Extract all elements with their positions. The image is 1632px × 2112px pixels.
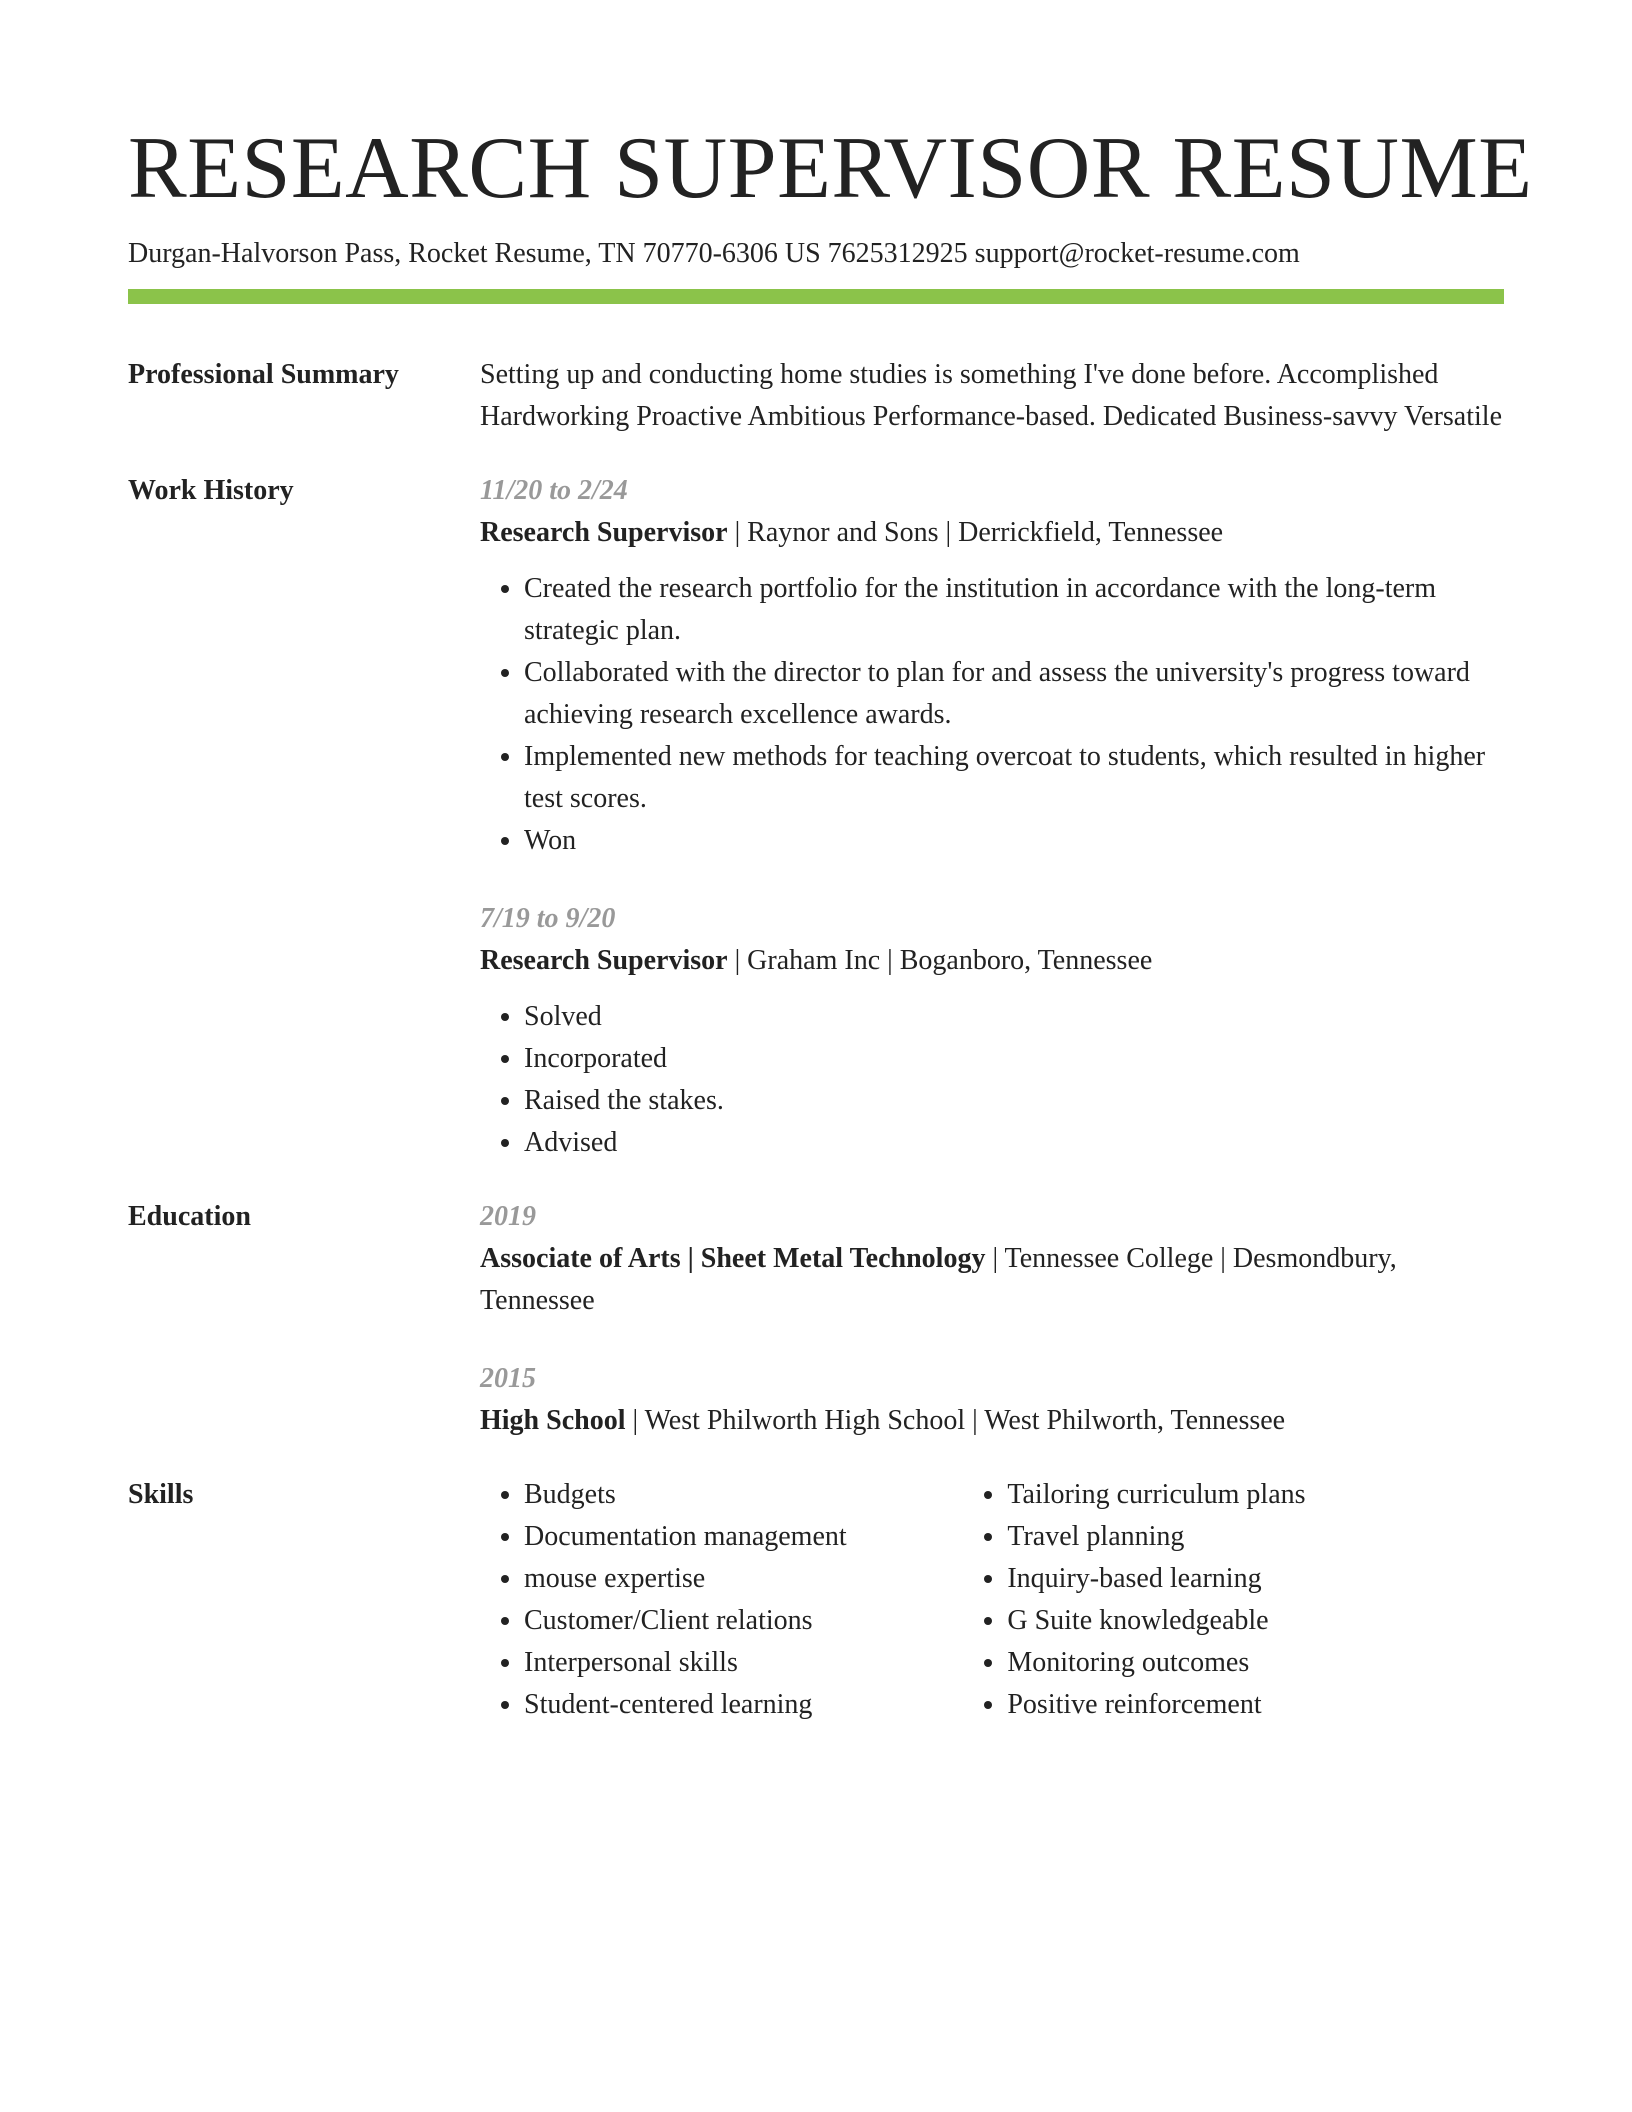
section-label-work: Work History (128, 475, 294, 506)
section-label-summary: Professional Summary (128, 359, 399, 390)
job-dates: 11/20 to 2/24 (480, 475, 628, 506)
skills-column-right (963, 1474, 1504, 1726)
section-label-skills: Skills (128, 1479, 194, 1510)
job-details: | Graham Inc | Boganboro, Tennessee (727, 945, 1153, 976)
job-entry (480, 898, 1504, 1164)
list-item: • Won (524, 820, 1504, 862)
work-entries (480, 470, 1504, 1164)
job-title: Research Supervisor (480, 945, 728, 976)
skill-item: • Budgets (524, 1474, 963, 1516)
education-entry (480, 1358, 1504, 1442)
job-bullets (480, 568, 1504, 862)
job-details: | Raynor and Sons | Derrickfield, Tennessee (727, 517, 1224, 548)
header-divider (128, 289, 1504, 304)
skills-grid (480, 1474, 1504, 1726)
section-label-education: Education (128, 1201, 251, 1232)
job-entry (480, 470, 1504, 862)
education-heading (480, 1400, 1504, 1442)
summary-text: Setting up and conducting home studies is something I've done before. Accomplished Hardworking Proactive Ambitious Performance-based. Dedicated Business-savvy Versatile (480, 359, 1502, 432)
list-item: • Solved (524, 996, 1504, 1038)
skill-item: • Tailoring curriculum plans (1007, 1474, 1504, 1516)
skill-item: • Travel planning (1007, 1516, 1504, 1558)
work-history-section (128, 470, 1504, 1164)
list-item: • Collaborated with the director to plan for and assess the university's progress toward achieving research excellence awards. (524, 652, 1504, 736)
resume-title: RESEARCH SUPERVISOR RESUME (128, 120, 1533, 217)
job-title: Research Supervisor (480, 517, 728, 548)
skill-item: • Monitoring outcomes (1007, 1642, 1504, 1684)
list-item: • Created the research portfolio for the institution in accordance with the long-term strategic plan. (524, 568, 1504, 652)
job-heading (480, 940, 1504, 982)
skill-item: • Customer/Client relations (524, 1600, 963, 1642)
list-item: • Incorporated (524, 1038, 1504, 1080)
education-year: 2015 (480, 1363, 536, 1394)
education-section (128, 1196, 1504, 1442)
education-heading (480, 1238, 1504, 1322)
list-item: • Raised the stakes. (524, 1080, 1504, 1122)
skill-item: • Interpersonal skills (524, 1642, 963, 1684)
list-item: • Implemented new methods for teaching overcoat to students, which resulted in higher test scores. (524, 736, 1504, 820)
education-degree: Associate of Arts | Sheet Metal Technology (480, 1243, 986, 1274)
skill-item: • Inquiry-based learning (1007, 1558, 1504, 1600)
contact-line: Durgan-Halvorson Pass, Rocket Resume, TN 70770-6306 US 7625312925 support@rocket-resume.com (128, 238, 1300, 269)
skill-item: • G Suite knowledgeable (1007, 1600, 1504, 1642)
education-entries (480, 1196, 1504, 1442)
education-details: | West Philworth High School | West Philworth, Tennessee (625, 1405, 1286, 1436)
skills-section (128, 1474, 1504, 1726)
skill-item: • mouse expertise (524, 1558, 963, 1600)
job-dates: 7/19 to 9/20 (480, 903, 616, 934)
education-year: 2019 (480, 1201, 536, 1232)
skills-column-left (480, 1474, 963, 1726)
job-heading (480, 512, 1504, 554)
list-item: • Advised (524, 1122, 1504, 1164)
summary-section (128, 354, 1504, 438)
skill-item: • Documentation management (524, 1516, 963, 1558)
education-details: | Tennessee College | Desmondbury, Tennessee (480, 1243, 1397, 1316)
education-degree: High School (480, 1405, 626, 1436)
skill-item: • Positive reinforcement (1007, 1684, 1504, 1726)
education-entry (480, 1196, 1504, 1322)
job-bullets (480, 996, 1504, 1164)
resume-page (128, 114, 1533, 1726)
skill-item: • Student-centered learning (524, 1684, 963, 1726)
